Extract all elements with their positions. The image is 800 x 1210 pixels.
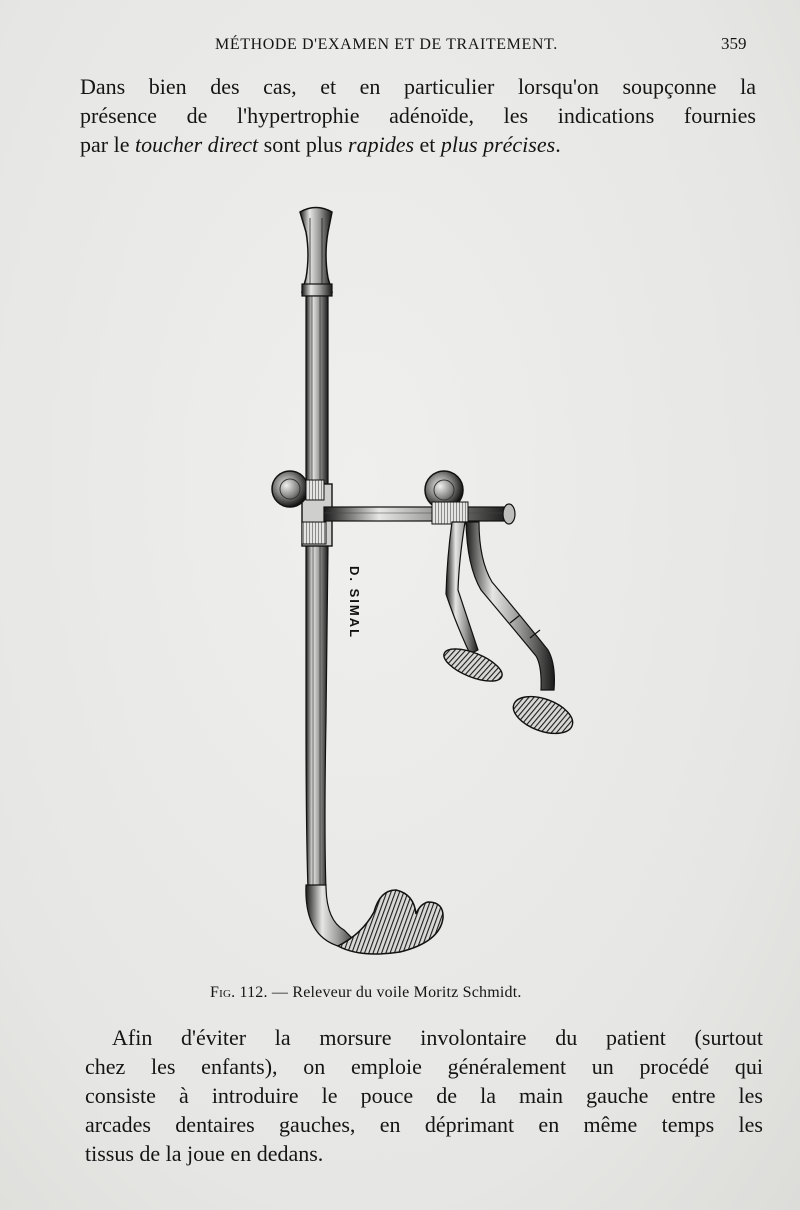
paragraph-procedure bbox=[85, 1023, 763, 1168]
paragraph-line: Dans bien des cas, et en particulier lorsqu'on soupçonne la bbox=[80, 74, 756, 99]
engraver-signature: D. SIMAL bbox=[347, 566, 362, 640]
paragraph-line: chez les enfants), on emploie généralement un procédé qui bbox=[85, 1054, 763, 1079]
text-run: . bbox=[555, 132, 561, 157]
paragraph-line: tissus de la joue en dedans. bbox=[85, 1141, 324, 1166]
running-title: MÉTHODE D'EXAMEN ET DE TRAITEMENT. bbox=[215, 36, 558, 53]
figure-caption bbox=[210, 984, 522, 1002]
handle bbox=[300, 208, 332, 297]
horizontal-bar bbox=[324, 471, 515, 524]
text-run: et bbox=[414, 132, 441, 157]
paragraph-line: présence de l'hypertrophie adénoïde, les indications fournies bbox=[80, 103, 756, 128]
curved-blade bbox=[306, 885, 443, 954]
paragraph-line: consiste à introduire le pouce de la main gauche entre les bbox=[85, 1083, 763, 1108]
italic-text: plus précises bbox=[440, 132, 556, 157]
page-number: 359 bbox=[721, 34, 747, 53]
figure-number: Fig. 112. bbox=[210, 984, 268, 1001]
italic-text: toucher direct bbox=[134, 132, 259, 157]
text-run: sont plus bbox=[258, 132, 349, 157]
italic-text: rapides bbox=[348, 132, 415, 157]
figure-caption-text: — Releveur du voile Moritz Schmidt. bbox=[267, 984, 522, 1001]
paragraph-line: arcades dentaires gauches, en déprimant en même temps les bbox=[85, 1112, 763, 1137]
slider-collar bbox=[272, 471, 332, 546]
text-run: par le bbox=[80, 132, 135, 157]
main-shaft bbox=[306, 296, 328, 890]
paragraph-line: Afin d'éviter la morsure involontaire du patient (surtout bbox=[112, 1025, 763, 1050]
large-spoon-arm bbox=[466, 522, 578, 741]
